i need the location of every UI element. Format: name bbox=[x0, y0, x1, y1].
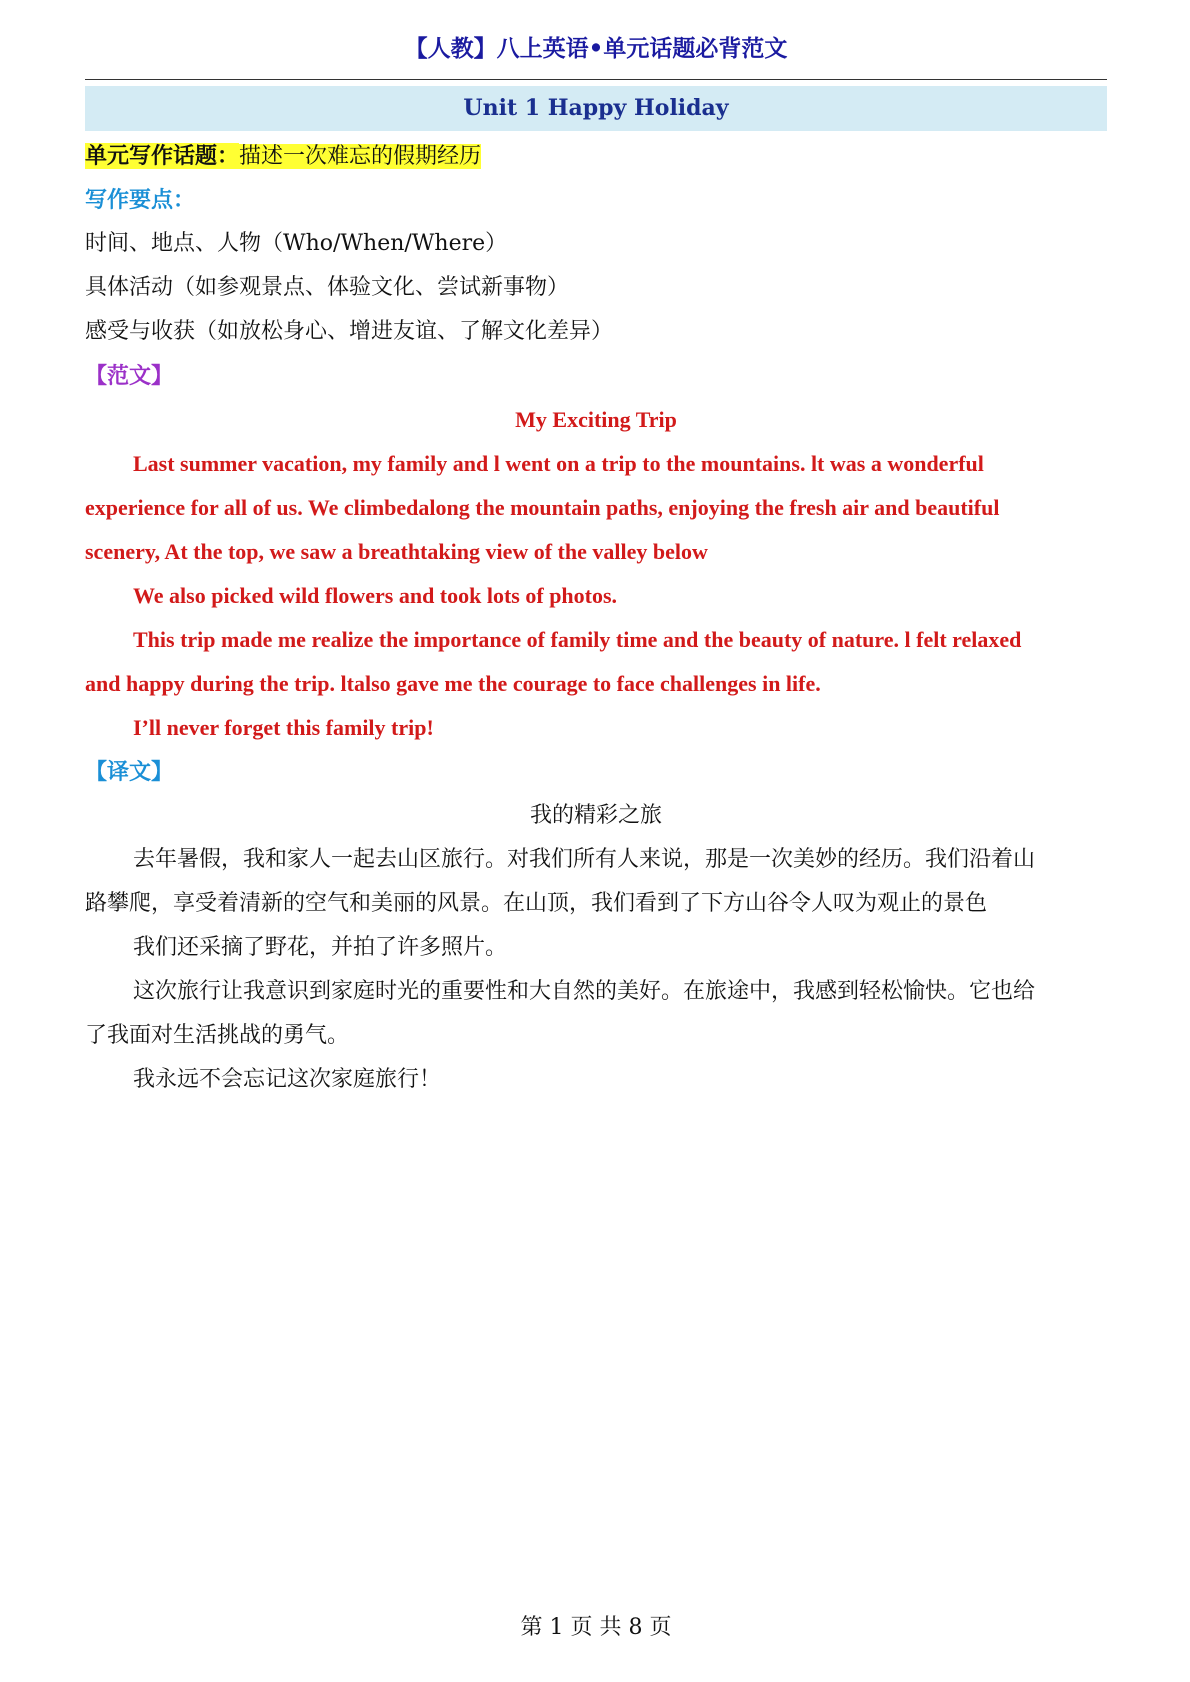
writing-point-item: 感受与收获（如放松身心、增进友谊、了解文化差异） bbox=[85, 319, 614, 344]
model-essay-line: Last summer vacation, my family and l went on a trip to the mountains. lt was a wonderful bbox=[133, 451, 984, 476]
topic-label: 单元写作话题： bbox=[85, 143, 240, 169]
model-essay-line: This trip made me realize the importance of family time and the beauty of nature. l felt relaxed bbox=[133, 627, 1022, 652]
model-essay-line: and happy during the trip. ltalso gave me the courage to face challenges in life. bbox=[85, 671, 821, 696]
page-header-title: 【人教】八上英语•单元话题必背范文 bbox=[404, 35, 788, 62]
unit-title-bar: Unit 1 Happy Holiday bbox=[85, 86, 1107, 131]
model-essay-line: We also picked wild flowers and took lots of photos. bbox=[133, 583, 618, 608]
writing-point-item: 时间、地点、人物（Who/When/Where） bbox=[85, 231, 508, 256]
topic-text: 描述一次难忘的假期经历 bbox=[239, 144, 482, 169]
writing-point-item: 具体活动（如参观景点、体验文化、尝试新事物） bbox=[85, 275, 570, 300]
translation-line: 我们还采摘了野花，并拍了许多照片。 bbox=[133, 935, 508, 960]
model-essay-title: My Exciting Trip bbox=[515, 407, 677, 432]
model-essay-line: I’ll never forget this family trip! bbox=[133, 715, 434, 740]
model-essay-line: experience for all of us. We climbedalong the mountain paths, enjoying the fresh air and beautiful bbox=[85, 495, 1000, 520]
translation-line: 了我面对生活挑战的勇气。 bbox=[85, 1023, 350, 1048]
model-essay-heading: 【范文】 bbox=[85, 363, 174, 389]
translation-line: 我永远不会忘记这次家庭旅行！ bbox=[133, 1067, 442, 1092]
translation-heading: 【译文】 bbox=[85, 759, 174, 785]
translation-title: 我的精彩之旅 bbox=[529, 803, 662, 828]
topic-line bbox=[85, 141, 1107, 172]
writing-points-heading: 写作要点： bbox=[85, 187, 196, 213]
translation-line: 这次旅行让我意识到家庭时光的重要性和大自然的美好。在旅途中，我感到轻松愉快。它也给 bbox=[133, 979, 1036, 1004]
translation-line: 去年暑假，我和家人一起去山区旅行。对我们所有人来说，那是一次美妙的经历。我们沿着山 bbox=[133, 847, 1036, 872]
header-divider bbox=[85, 79, 1107, 80]
page-number-footer: 第 1 页 共 8 页 bbox=[520, 1615, 672, 1640]
translation-line: 路攀爬，享受着清新的空气和美丽的风景。在山顶，我们看到了下方山谷令人叹为观止的景色 bbox=[85, 891, 988, 916]
model-essay-line: scenery, At the top, we saw a breathtaking view of the valley below bbox=[85, 539, 708, 564]
